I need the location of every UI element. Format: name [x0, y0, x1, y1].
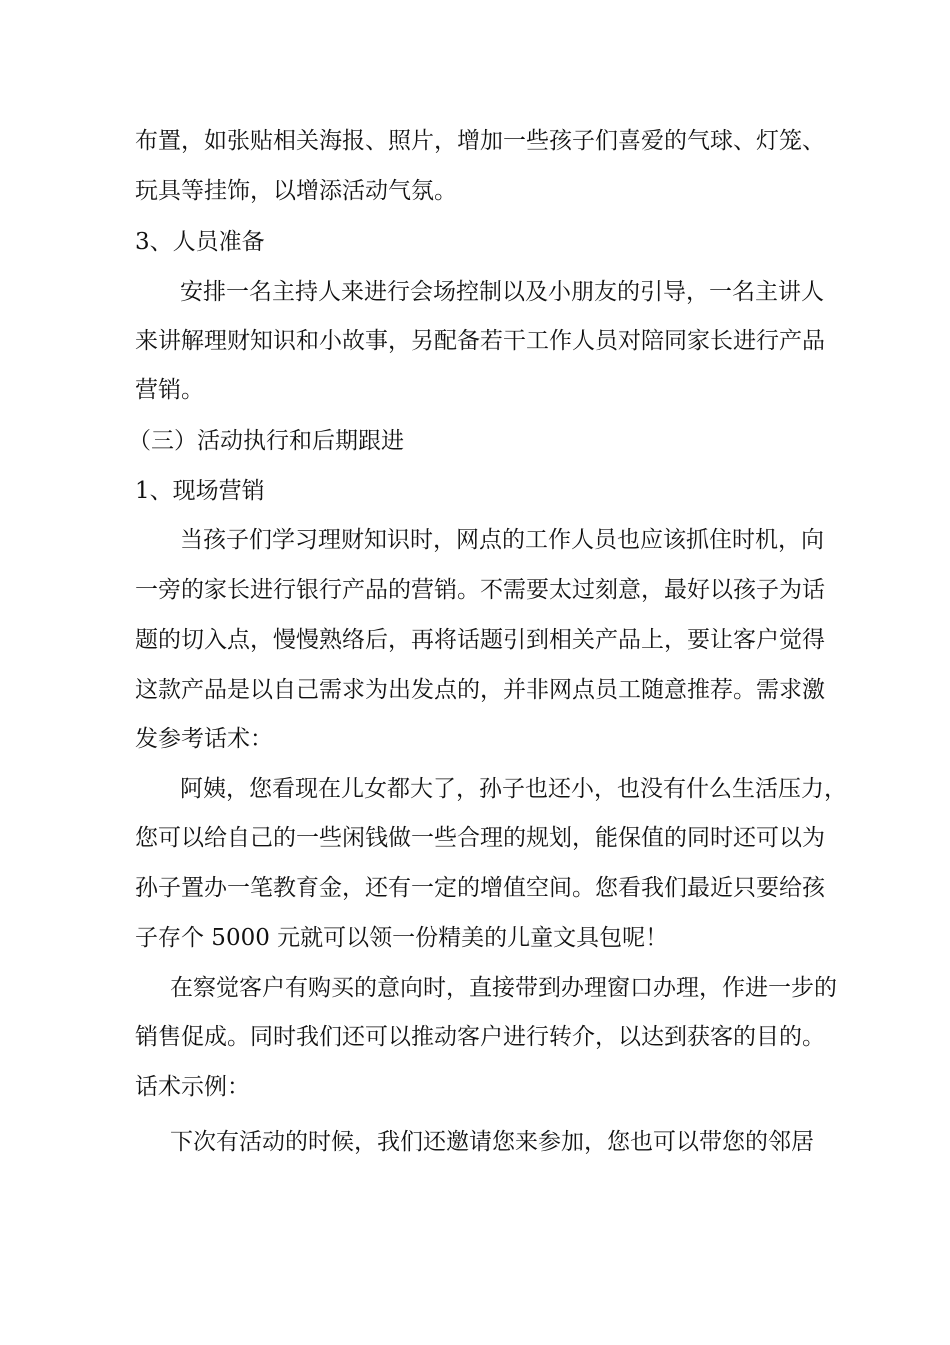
paragraph-line: 话术示例： [135, 1074, 250, 1100]
paragraph-line: 营销。 [135, 377, 204, 403]
paragraph-line: 阿姨，您看现在儿女都大了，孙子也还小，也没有什么生活压力， [180, 776, 847, 802]
paragraph-line: 题的切入点，慢慢熟络后，再将话题引到相关产品上，要让客户觉得 [135, 627, 825, 653]
section-heading: 3、人员准备 [135, 229, 265, 255]
paragraph-line: 这款产品是以自己需求为出发点的，并非网点员工随意推荐。需求激 [135, 677, 825, 703]
section-heading: 1、现场营销 [135, 478, 265, 504]
paragraph-line: 您可以给自己的一些闲钱做一些合理的规划，能保值的同时还可以为 [135, 825, 825, 851]
paragraph-line: 当孩子们学习理财知识时，网点的工作人员也应该抓住时机，向 [180, 527, 824, 553]
paragraph-line: 布置，如张贴相关海报、照片，增加一些孩子们喜爱的气球、灯笼、 [135, 128, 825, 154]
paragraph-line: 下次有活动的时候，我们还邀请您来参加，您也可以带您的邻居 [170, 1129, 814, 1155]
section-heading: （三）活动执行和后期跟进 [128, 428, 404, 454]
paragraph-line: 一旁的家长进行银行产品的营销。不需要太过刻意，最好以孩子为话 [135, 577, 825, 603]
paragraph-line: 销售促成。同时我们还可以推动客户进行转介，以达到获客的目的。 [135, 1024, 825, 1050]
paragraph-line: 在察觉客户有购买的意向时，直接带到办理窗口办理，作进一步的 [170, 975, 837, 1001]
paragraph-line: 安排一名主持人来进行会场控制以及小朋友的引导，一名主讲人 [180, 279, 824, 305]
paragraph-line: 孙子置办一笔教育金，还有一定的增值空间。您看我们最近只要给孩 [135, 875, 825, 901]
paragraph-line: 发参考话术： [135, 726, 273, 752]
paragraph-line: 子存个 5000 元就可以领一份精美的儿童文具包呢！ [135, 925, 669, 951]
paragraph-line: 来讲解理财知识和小故事，另配备若干工作人员对陪同家长进行产品 [135, 328, 825, 354]
paragraph-line: 玩具等挂饰，以增添活动气氛。 [135, 178, 457, 204]
